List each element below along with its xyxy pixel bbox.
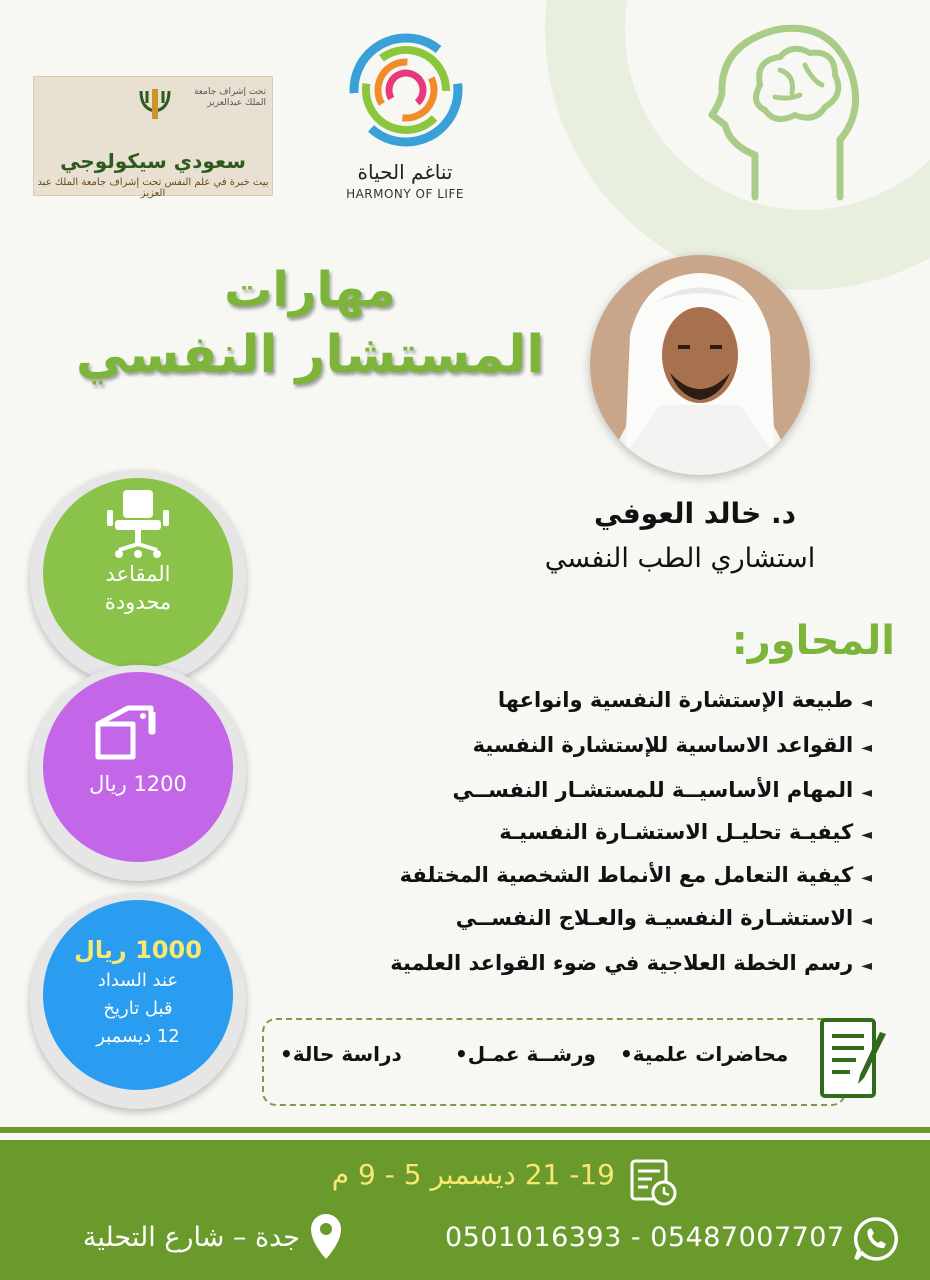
saudi-logo-small-text: تحت إشراف جامعة الملك عبدالعزيز	[193, 87, 266, 108]
brain-head-icon	[700, 15, 865, 205]
early-text-line1: عند السداد	[97, 970, 179, 991]
axis-item: ◄القواعد الاساسية للإستشارة النفسية	[472, 733, 872, 757]
price-badge	[43, 672, 233, 862]
bullet-triangle-icon: ◄	[861, 785, 872, 801]
seats-text-line2: محدودة	[104, 590, 172, 614]
harmony-logo-arabic: تناغم الحياة	[357, 160, 453, 184]
location-pin-icon	[308, 1212, 344, 1262]
calendar-clock-icon	[628, 1155, 678, 1207]
event-location: جدة – شارع التحلية	[82, 1222, 300, 1253]
method-item: دراسة حالة•	[280, 1042, 402, 1066]
harmony-of-life-logo	[330, 30, 480, 200]
bullet-triangle-icon: ◄	[861, 740, 872, 756]
bullet-triangle-icon: ◄	[861, 695, 872, 711]
axis-item: ◄الاستشـارة النفسيـة والعـلاج النفســي	[455, 906, 872, 930]
axis-item: ◄كيفية التعامل مع الأنماط الشخصية المختلفة	[399, 863, 872, 887]
bullet-triangle-icon: ◄	[861, 827, 872, 843]
harmony-swirl-logo	[330, 30, 480, 155]
course-title-line2: المستشار النفسي	[75, 325, 545, 385]
footer-divider	[0, 1127, 930, 1133]
seats-text-line1: المقاعد	[105, 562, 171, 586]
saudi-psychology-emblem	[138, 85, 172, 125]
presenter-photo	[590, 255, 810, 475]
event-date: 19- 21 ديسمبر 5 - 9 م	[331, 1158, 615, 1191]
axis-item: ◄كيفيـة تحليـل الاستشـارة النفسيـة	[499, 820, 872, 844]
early-text-line2: قبل تاريخ	[103, 998, 173, 1019]
price-tag-icon	[93, 702, 163, 762]
phone-numbers[interactable]: 0501016393 - 05487007707	[445, 1222, 845, 1253]
whatsapp-icon	[852, 1215, 900, 1263]
course-title-line1: مهارات	[224, 262, 396, 318]
method-item: محاضرات علمية•	[620, 1042, 789, 1066]
office-chair-icon	[105, 488, 171, 560]
saudi-psychology-logo	[33, 76, 273, 199]
bullet-triangle-icon: ◄	[861, 870, 872, 886]
document-pen-icon	[820, 1012, 890, 1098]
bullet-triangle-icon: ◄	[861, 913, 872, 929]
axes-heading: المحاور:	[731, 618, 895, 664]
harmony-logo-english: HARMONY OF LIFE	[346, 187, 464, 201]
presenter-title: استشاري الطب النفسي	[544, 543, 816, 574]
early-payment-badge	[43, 900, 233, 1090]
bullet-triangle-icon: ◄	[861, 958, 872, 974]
axis-item: ◄المهام الأساسيــة للمستشـار النفســي	[452, 778, 872, 802]
early-price: 1000 ريال	[74, 936, 202, 964]
saudi-logo-name: سعودي سيكولوجي	[60, 149, 246, 173]
axis-item: ◄طبيعة الإستشارة النفسية وانواعها	[497, 688, 872, 712]
method-item: ورشــة عمـل•	[455, 1042, 596, 1066]
early-text-line3: 12 ديسمبر	[96, 1026, 180, 1047]
seats-badge	[43, 478, 233, 668]
presenter-name: د. خالد العوفي	[593, 497, 796, 530]
axis-item: ◄رسم الخطة العلاجية في ضوء القواعد العلمية	[390, 951, 872, 975]
saudi-logo-tagline: بيت خبرة في علم النفس تحت إشراف جامعة الملك عبد العزيز	[37, 177, 269, 199]
price-text: 1200 ريال	[89, 772, 187, 796]
